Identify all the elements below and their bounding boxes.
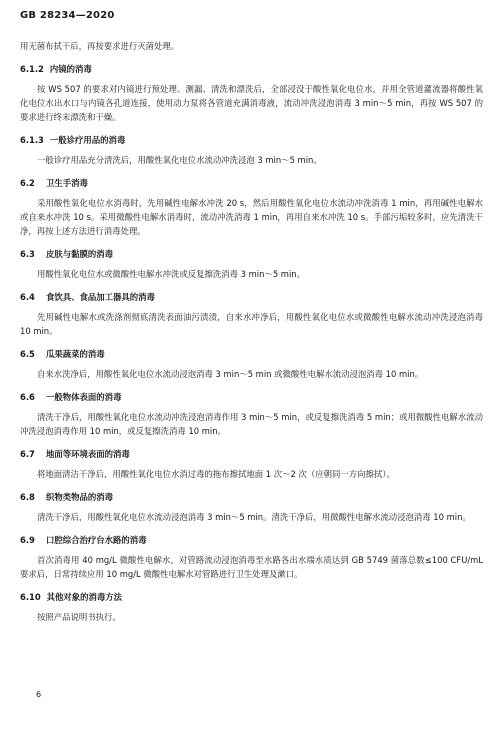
section-paragraph-6-2: 采用酸性氧化电位水消毒时，先用碱性电解水冲洗 20 s，然后用酸性氧化电位水流动冲洗消毒 1 min，再用碱性电解水或自来水冲洗 10 s。采用微酸性电解水消毒时，流动冲洗消毒 1 min，再用自来水冲洗 10 s。手部污垢较多时，应先清洗干净，再按上述方法进行消毒处理。 [20,198,483,236]
section-paragraph-6-6: 清洗干净后，用酸性氧化电位水流动冲洗浸泡消毒作用 3 min～5 min，或反复擦洗消毒 5 min；或用微酸性电解水流动冲洗浸泡消毒作用 10 min，或反复擦洗消毒 10 min。 [20,412,483,436]
section-paragraph-6-7: 将地面清洁干净后，用酸性氧化电位水消过毒的拖布擦拭地面 1 次～2 次（应朝同一方向擦拭）。 [37,469,395,479]
section-paragraph-6-1-3: 一般诊疗用品充分清洗后，用酸性氧化电位水流动冲洗浸泡 3 min～5 min。 [37,155,322,165]
section-heading-6-7: 6.7 地面等环境表面的消毒 [20,449,130,459]
document-body [20,39,483,624]
standard-code: GB 28234—2020 [20,10,115,21]
section-paragraph-6-5: 自来水洗净后，用酸性氧化电位水流动浸泡消毒 3 min～5 min 或微酸性电解水流动浸泡消毒 10 min。 [37,369,424,379]
section-heading-6-5: 6.5 瓜果蔬菜的消毒 [20,349,105,359]
section-heading-6-10: 6.10 其他对象的消毒方法 [20,592,123,602]
section-paragraph-6-9: 首次消毒用 40 mg/L 微酸性电解水，对管路流动浸泡消毒至水路各出水端水质达到 GB 5749 菌落总数≤100 CFU/mL 要求后，日常持续应用 10 mg/L 微酸性电解水对管路进行卫生处理及漱口。 [20,555,483,579]
section-paragraph-6-4: 先用碱性电解水或洗涤剂彻底清洗表面油污渍渍，自来水冲净后，用酸性氧化电位水或微酸性电解水流动冲洗浸泡消毒 10 min。 [20,312,483,336]
section-heading-6-1-2: 6.1.2 内镜的消毒 [20,64,92,74]
section-heading-6-6: 6.6 一般物体表面的消毒 [20,392,122,402]
section-heading-6-4: 6.4 食饮具、食品加工器具的消毒 [20,292,155,302]
intro-paragraph: 用无菌布拭干后，再按要求进行灭菌处理。 [20,41,180,51]
section-heading-6-8: 6.8 织物类物品的消毒 [20,492,113,502]
section-paragraph-6-3: 用酸性氧化电位水或微酸性电解水冲洗或反复擦洗消毒 3 min～5 min。 [37,269,305,279]
page-number: 6 [36,690,42,699]
section-paragraph-6-8: 清洗干净后，用酸性氧化电位水流动浸泡消毒 3 min～5 min。清洗干净后，用微酸性电解水流动浸泡消毒 10 min。 [37,512,471,522]
section-paragraph-6-10: 按照产品说明书执行。 [37,612,121,622]
section-heading-6-3: 6.3 皮肤与黏膜的消毒 [20,249,113,259]
section-heading-6-1-3: 6.1.3 一般诊疗用品的消毒 [20,135,126,145]
section-heading-6-2: 6.2 卫生手消毒 [20,178,88,188]
section-heading-6-9: 6.9 口腔综合治疗台水路的消毒 [20,535,147,545]
section-paragraph-6-1-2: 按 WS 507 的要求对内镜进行预处理、测漏、清洗和漂洗后，全部浸没于酸性氧化电位水，并用全管道灌流器将酸性氧化电位水出水口与内镜各孔道连接，使用动力泵将各管道充满消毒液，流动冲洗浸泡消毒 3 min～5 min，再按 WS 507 的要求进行终末漂洗和干燥。 [20,84,483,122]
